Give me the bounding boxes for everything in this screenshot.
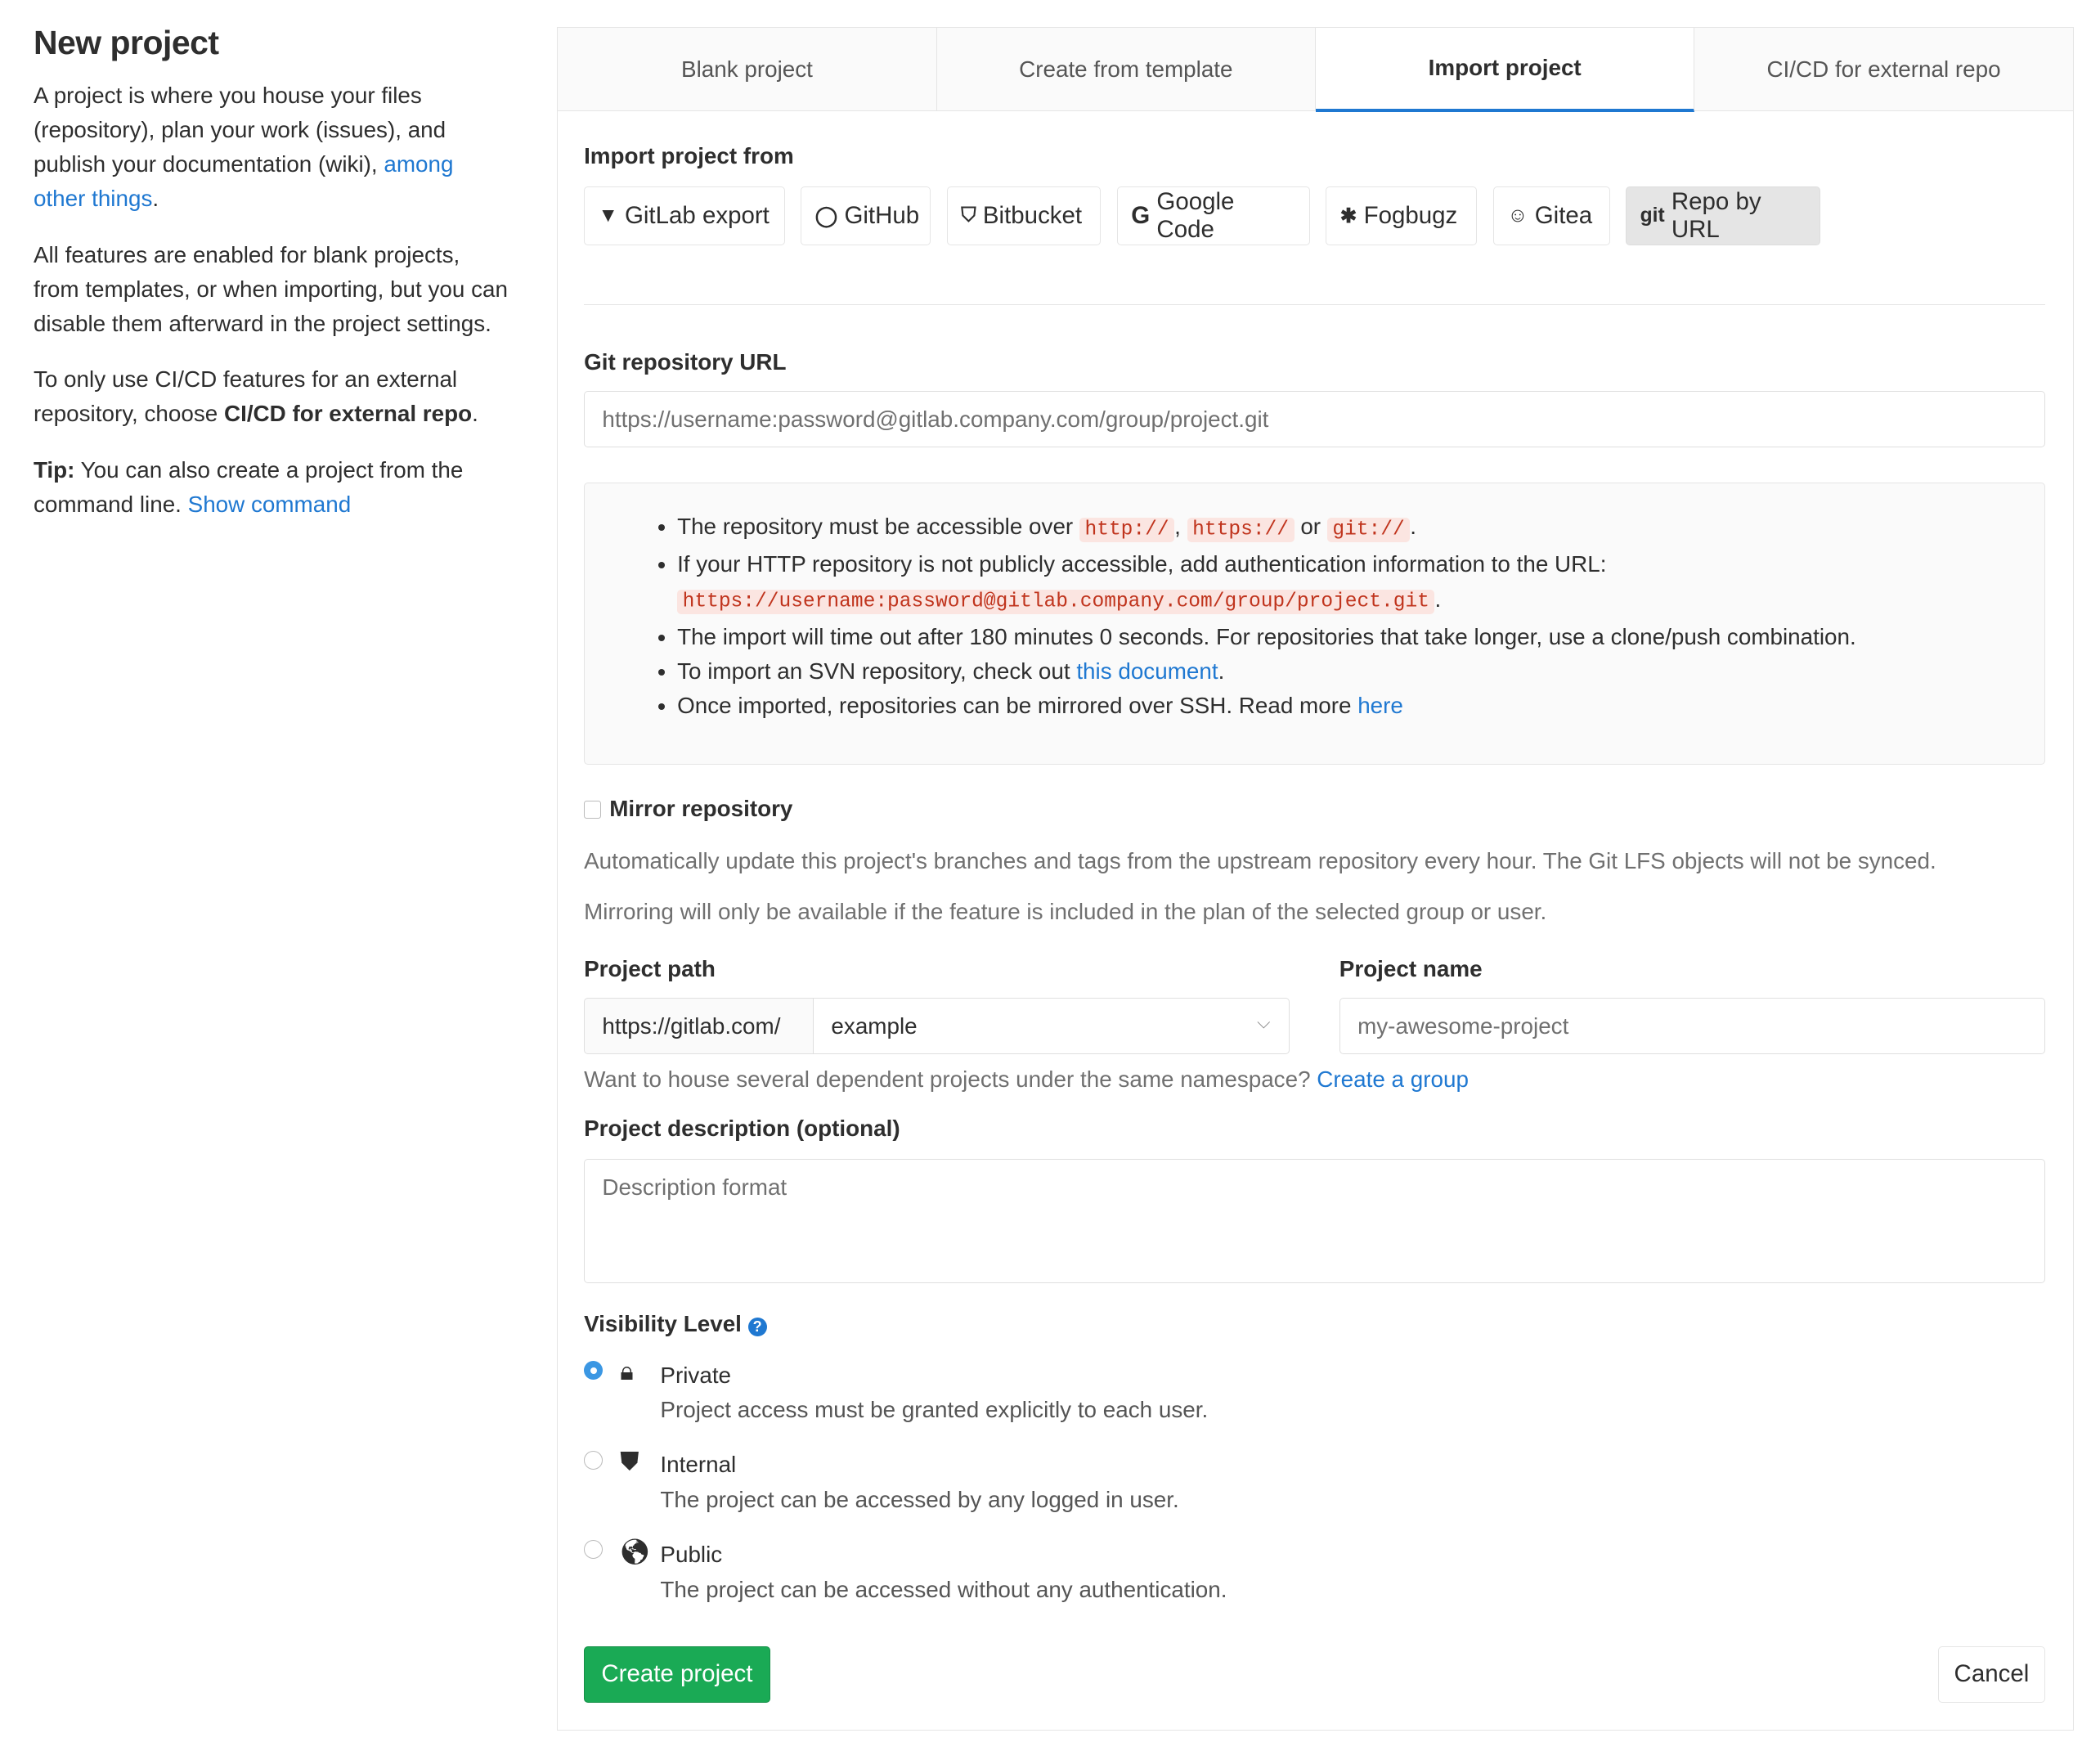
button-label: Bitbucket bbox=[982, 201, 1083, 229]
mirror-help-2: Mirroring will only be available if the feature is included in the plan of the selected group or user. bbox=[584, 898, 1547, 924]
info-item: • The repository must be accessible over http:// , https:// or git:// . bbox=[677, 510, 2044, 547]
tip-label: Tip: bbox=[33, 456, 75, 483]
description-label: Project description (optional) bbox=[584, 1116, 900, 1142]
project-name-placeholder: my-awesome-project bbox=[1357, 1012, 1569, 1039]
button-label: Repo by URL bbox=[1671, 187, 1761, 243]
code-auth-url: https://username:password@gitlab.company.com/group/project.git bbox=[677, 590, 1434, 614]
visibility-private-label: Private bbox=[660, 1362, 732, 1388]
tip-text: You can also create a project from the command line. bbox=[33, 456, 464, 517]
git-icon: git bbox=[1640, 204, 1665, 227]
description-placeholder: Description format bbox=[602, 1174, 788, 1200]
gitlab-icon: ▼ bbox=[598, 204, 618, 227]
visibility-internal-label: Internal bbox=[660, 1452, 737, 1478]
google-icon: G bbox=[1131, 201, 1151, 229]
import-github-button[interactable] bbox=[801, 186, 931, 245]
features-paragraph: All features are enabled for blank projects, from templates, or when importing, but you can disable them afterward in the project settings. bbox=[33, 241, 508, 336]
button-label: Gitea bbox=[1534, 201, 1593, 229]
svn-document-link[interactable]: this document bbox=[1076, 658, 1218, 684]
visibility-internal-radio[interactable] bbox=[584, 1451, 603, 1470]
tip-paragraph bbox=[34, 453, 509, 522]
lock-icon: 🔒︎ bbox=[620, 1357, 634, 1386]
visibility-public-label: Public bbox=[660, 1542, 723, 1568]
divider bbox=[584, 304, 2045, 306]
mirror-checkbox[interactable] bbox=[584, 801, 601, 818]
info-text: To import an SVN repository, check out bbox=[677, 658, 1070, 684]
info-item: • The import will time out after 180 minutes 0 seconds. For repositories that take longer, use a clone/push combination. bbox=[677, 620, 2044, 654]
visibility-private-desc: Project access must be granted explicitly to each user. bbox=[660, 1397, 1209, 1423]
info-item bbox=[677, 689, 2044, 723]
tab-cicd-external-repo[interactable]: CI/CD for external repo bbox=[1766, 56, 2001, 82]
git-url-label: Git repository URL bbox=[584, 349, 787, 375]
cicd-paragraph: To only use CI/CD features for an external repository, choose CI/CD for external repo. bbox=[33, 366, 478, 427]
group-help bbox=[584, 1066, 1469, 1093]
info-text: Once imported, repositories can be mirrored over SSH. Read more bbox=[677, 692, 1352, 718]
button-label: GitLab export bbox=[624, 201, 770, 229]
github-icon: ◯ bbox=[814, 204, 838, 227]
button-label: GitHub bbox=[844, 201, 920, 229]
prefix-text: https://gitlab.com/ bbox=[602, 1012, 781, 1039]
visibility-internal-desc: The project can be accessed by any logged in user. bbox=[660, 1486, 1179, 1512]
tab-create-from-template[interactable]: Create from template bbox=[937, 28, 1316, 111]
namespace-value: example bbox=[831, 1012, 918, 1039]
import-google-code-button[interactable] bbox=[1117, 186, 1310, 245]
project-path-prefix bbox=[584, 998, 814, 1054]
bug-icon: ✱ bbox=[1339, 204, 1357, 227]
git-url-placeholder: https://username:password@gitlab.company.com/group/project.git bbox=[602, 406, 1269, 432]
mirror-label: Mirror repository bbox=[609, 795, 793, 821]
import-gitlab-export-button[interactable] bbox=[584, 186, 785, 245]
create-group-link[interactable]: Create a group bbox=[1317, 1066, 1469, 1092]
visibility-public-desc: The project can be accessed without any authentication. bbox=[660, 1576, 1227, 1602]
git-url-input[interactable] bbox=[584, 391, 2045, 447]
import-fogbugz-button[interactable] bbox=[1326, 186, 1477, 245]
visibility-private-radio[interactable] bbox=[584, 1361, 603, 1380]
mirroring-here-link[interactable]: here bbox=[1357, 692, 1403, 718]
cicd-bold: CI/CD for external repo bbox=[224, 401, 473, 427]
info-text: or bbox=[1300, 514, 1321, 540]
mirror-help-1: Automatically update this project's branches and tags from the upstream repository every hour. The Git LFS objects will not be synced. bbox=[584, 847, 1936, 873]
code-https: https:// bbox=[1187, 518, 1295, 542]
visibility-label-text: Visibility Level bbox=[584, 1311, 742, 1337]
project-tabs bbox=[558, 28, 2072, 112]
info-item: • If your HTTP repository is not publicly accessible, add authentication information to the URL: https://username:password@gitlab.company.com/group/project.git . bbox=[677, 547, 2044, 619]
button-label: Google Code bbox=[1156, 187, 1235, 243]
import-from-heading: Import project from bbox=[584, 143, 794, 169]
tab-blank-project[interactable]: Blank project bbox=[558, 28, 936, 111]
import-repo-by-url-button[interactable] bbox=[1626, 186, 1820, 245]
import-gitea-button[interactable] bbox=[1493, 186, 1609, 245]
chevron-down-icon: ⌵ bbox=[1257, 1012, 1271, 1032]
help-icon[interactable]: ? bbox=[748, 1318, 767, 1336]
cicd-text: To only use CI/CD features for an external repository, choose bbox=[33, 366, 458, 427]
globe-icon: 🌎︎ bbox=[618, 1537, 652, 1566]
shield-icon: ⛊ bbox=[620, 1446, 639, 1475]
info-text: The repository must be accessible over bbox=[677, 514, 1074, 540]
cancel-button[interactable]: Cancel bbox=[1938, 1646, 2045, 1703]
show-command-link[interactable]: Show command bbox=[187, 491, 352, 517]
bitbucket-icon: ⛉ bbox=[961, 204, 976, 227]
project-name-label: Project name bbox=[1339, 956, 1483, 982]
page-title: New project bbox=[33, 24, 219, 62]
visibility-label bbox=[584, 1311, 766, 1337]
sidebar-info bbox=[34, 24, 509, 542]
among-other-things-link[interactable]: among other things bbox=[33, 151, 454, 212]
info-item: • To import an SVN repository, check out this document. bbox=[677, 654, 2044, 689]
project-path-label: Project path bbox=[584, 956, 716, 982]
intro-paragraph: A project is where you house your files (repository), plan your work (issues), and publish your documentation (wiki), among other things. bbox=[33, 83, 454, 212]
description-textarea[interactable] bbox=[584, 1159, 2045, 1283]
info-text: If your HTTP repository is not publicly accessible, add authentication information to the URL: bbox=[677, 551, 1607, 577]
import-bitbucket-button[interactable] bbox=[947, 186, 1101, 245]
namespace-select[interactable] bbox=[813, 998, 1290, 1054]
intro-text: A project is where you house your files (repository), plan your work (issues), and publish your documentation (wiki), bbox=[33, 83, 446, 177]
group-help-text: Want to house several dependent projects under the same namespace? bbox=[584, 1066, 1311, 1092]
code-http: http:// bbox=[1079, 518, 1174, 542]
new-project-panel bbox=[557, 27, 2073, 1731]
tab-import-project[interactable]: Import project bbox=[1316, 28, 1694, 112]
project-name-input[interactable] bbox=[1339, 998, 2045, 1054]
import-info-box bbox=[584, 483, 2045, 766]
gitea-icon: ☺ bbox=[1507, 204, 1528, 227]
code-git: git:// bbox=[1327, 518, 1410, 542]
button-label: Fogbugz bbox=[1363, 201, 1458, 229]
create-project-button[interactable]: Create project bbox=[584, 1646, 770, 1703]
